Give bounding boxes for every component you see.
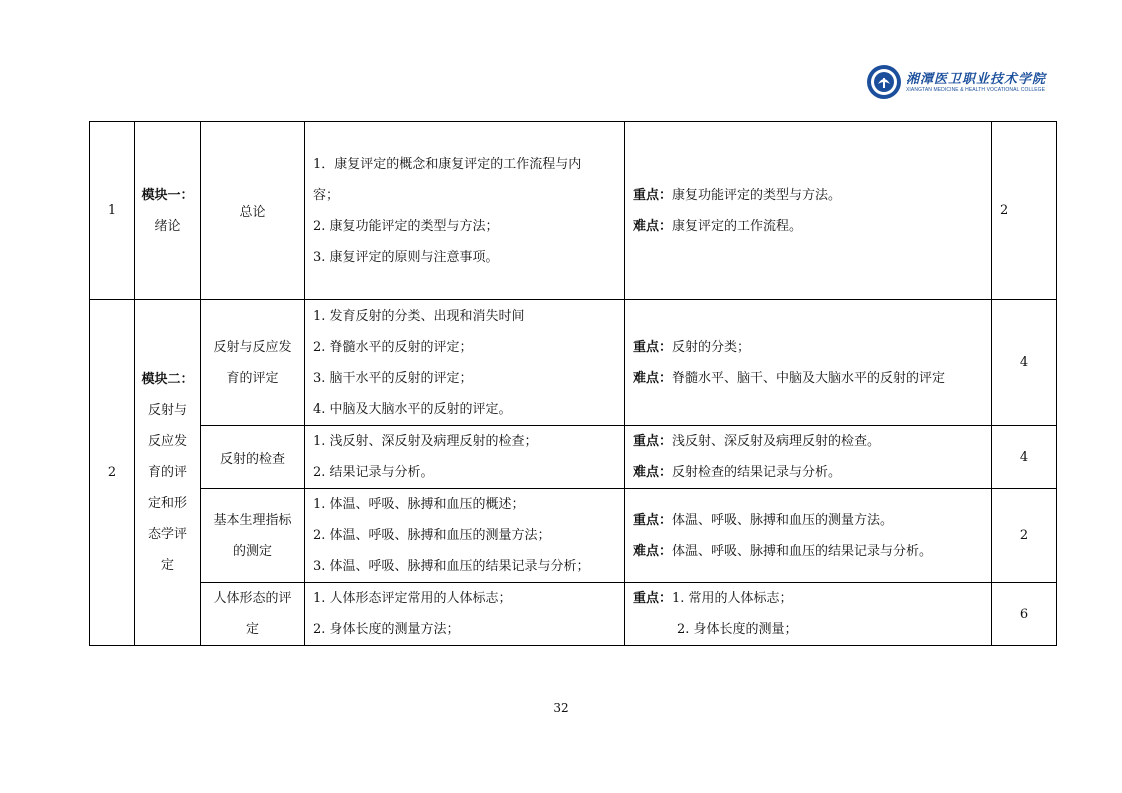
key-point-line — [633, 426, 991, 457]
difficulty-label: 难点： — [633, 543, 673, 559]
content-line: 3. 康复评定的原则与注意事项。 — [313, 249, 499, 265]
row-number: 2 — [90, 300, 135, 646]
college-emblem-icon — [866, 64, 902, 100]
content-line: 2. 结果记录与分析。 — [313, 465, 434, 480]
key-label: 重点： — [633, 339, 673, 355]
module-cell — [135, 300, 201, 646]
hours-cell: 2 — [992, 122, 1057, 300]
module-name: 定 — [160, 558, 174, 573]
content-line: 4. 中脑及大脑水平的反射的评定。 — [313, 401, 512, 417]
content-line: 1. 发育反射的分类、出现和消失时间 — [313, 308, 525, 324]
key-difficulty-cell — [625, 122, 992, 300]
content-cell — [305, 426, 625, 489]
unit-cell — [201, 300, 305, 426]
module-cell — [135, 122, 201, 300]
key-difficulty-cell — [625, 583, 992, 646]
content-cell — [305, 300, 625, 426]
content-line: 3. 体温、呼吸、脉搏和血压的结果记录与分析； — [313, 559, 590, 574]
content-line: 1. 体温、呼吸、脉搏和血压的概述； — [313, 497, 525, 512]
hours-cell: 4 — [992, 426, 1057, 489]
content-line: 2. 康复功能评定的类型与方法； — [313, 218, 499, 234]
module-title: 模块一： — [141, 187, 194, 203]
key-text: 1. 常用的人体标志； — [672, 591, 793, 606]
module-name: 绪论 — [154, 218, 181, 234]
unit-cell: 反射的检查 — [201, 426, 305, 489]
difficulty-text: 反射检查的结果记录与分析。 — [672, 465, 842, 480]
module-name: 育的评 — [147, 465, 187, 480]
content-cell — [305, 122, 625, 300]
key-point-line — [633, 505, 991, 536]
key-text: 浅反射、深反射及病理反射的检查。 — [672, 434, 881, 449]
difficulty-line — [633, 363, 991, 394]
module-name: 态学评 — [147, 527, 187, 542]
difficulty-line — [633, 211, 991, 242]
unit-line: 育的评定 — [226, 370, 279, 386]
unit-line: 反射与反应发 — [213, 339, 292, 355]
page-number: 32 — [553, 701, 569, 715]
unit-line: 人体形态的评 — [213, 591, 292, 606]
content-cell — [305, 583, 625, 646]
content-line: 容； — [313, 187, 340, 203]
content-line: 2. 体温、呼吸、脉搏和血压的测量方法； — [313, 528, 551, 543]
key-text: 反射的分类； — [672, 339, 751, 355]
content-line: 2. 脊髓水平的反射的评定； — [313, 339, 473, 355]
key-point-line-2: 2. 身体长度的测量； — [677, 622, 798, 637]
unit-cell — [201, 489, 305, 583]
module-name: 反射与 — [147, 403, 187, 418]
table-row — [90, 426, 1057, 489]
module-name: 反应发 — [147, 434, 187, 449]
key-difficulty-cell — [625, 489, 992, 583]
key-point-line — [633, 332, 991, 363]
unit-line: 基本生理指标 — [213, 512, 292, 528]
difficulty-text: 脊髓水平、脑干、中脑及大脑水平的反射的评定 — [672, 370, 946, 386]
unit-cell: 总论 — [201, 122, 305, 300]
unit-line: 定 — [245, 622, 259, 637]
key-label: 重点： — [633, 591, 673, 606]
key-point-line — [633, 180, 991, 211]
difficulty-text: 康复评定的工作流程。 — [672, 218, 803, 234]
difficulty-line — [633, 457, 991, 488]
unit-cell — [201, 583, 305, 646]
key-text: 体温、呼吸、脉搏和血压的测量方法。 — [672, 512, 894, 528]
hours-cell: 6 — [992, 583, 1057, 646]
row-number: 1 — [90, 122, 135, 300]
difficulty-text: 体温、呼吸、脉搏和血压的结果记录与分析。 — [672, 543, 933, 559]
content-cell — [305, 489, 625, 583]
content-line: 1. 人体形态评定常用的人体标志； — [313, 591, 512, 606]
content-line: 2. 身体长度的测量方法； — [313, 622, 460, 637]
hours-cell: 2 — [992, 489, 1057, 583]
difficulty-label: 难点： — [633, 370, 673, 386]
key-label: 重点： — [633, 434, 673, 449]
key-point-line — [633, 583, 991, 614]
difficulty-line — [633, 536, 991, 567]
table-row — [90, 122, 1057, 300]
college-logo — [866, 64, 1047, 104]
unit-line: 的测定 — [232, 543, 272, 559]
logo-chinese-name: 湘潭医卫职业技术学院 — [906, 72, 1047, 87]
key-difficulty-cell — [625, 300, 992, 426]
content-line: 1. 浅反射、深反射及病理反射的检查； — [313, 434, 538, 449]
key-text: 康复功能评定的类型与方法。 — [672, 187, 842, 203]
hours-cell: 4 — [992, 300, 1057, 426]
difficulty-label: 难点： — [633, 465, 673, 480]
table-row — [90, 583, 1057, 646]
syllabus-table — [89, 121, 1057, 646]
difficulty-label: 难点： — [633, 218, 673, 234]
table-row — [90, 489, 1057, 583]
content-line: 3. 脑干水平的反射的评定； — [313, 370, 473, 386]
table-row — [90, 300, 1057, 426]
logo-english-name: XIANGTAN MEDICINE & HEALTH VOCATIONAL COLLEGE — [906, 87, 1046, 93]
key-difficulty-cell — [625, 426, 992, 489]
module-name: 定和形 — [147, 496, 187, 511]
content-line: 1．康复评定的概念和康复评定的工作流程与内 — [313, 156, 582, 172]
key-label: 重点： — [633, 187, 673, 203]
module-title: 模块二： — [141, 372, 194, 387]
key-label: 重点： — [633, 512, 673, 528]
